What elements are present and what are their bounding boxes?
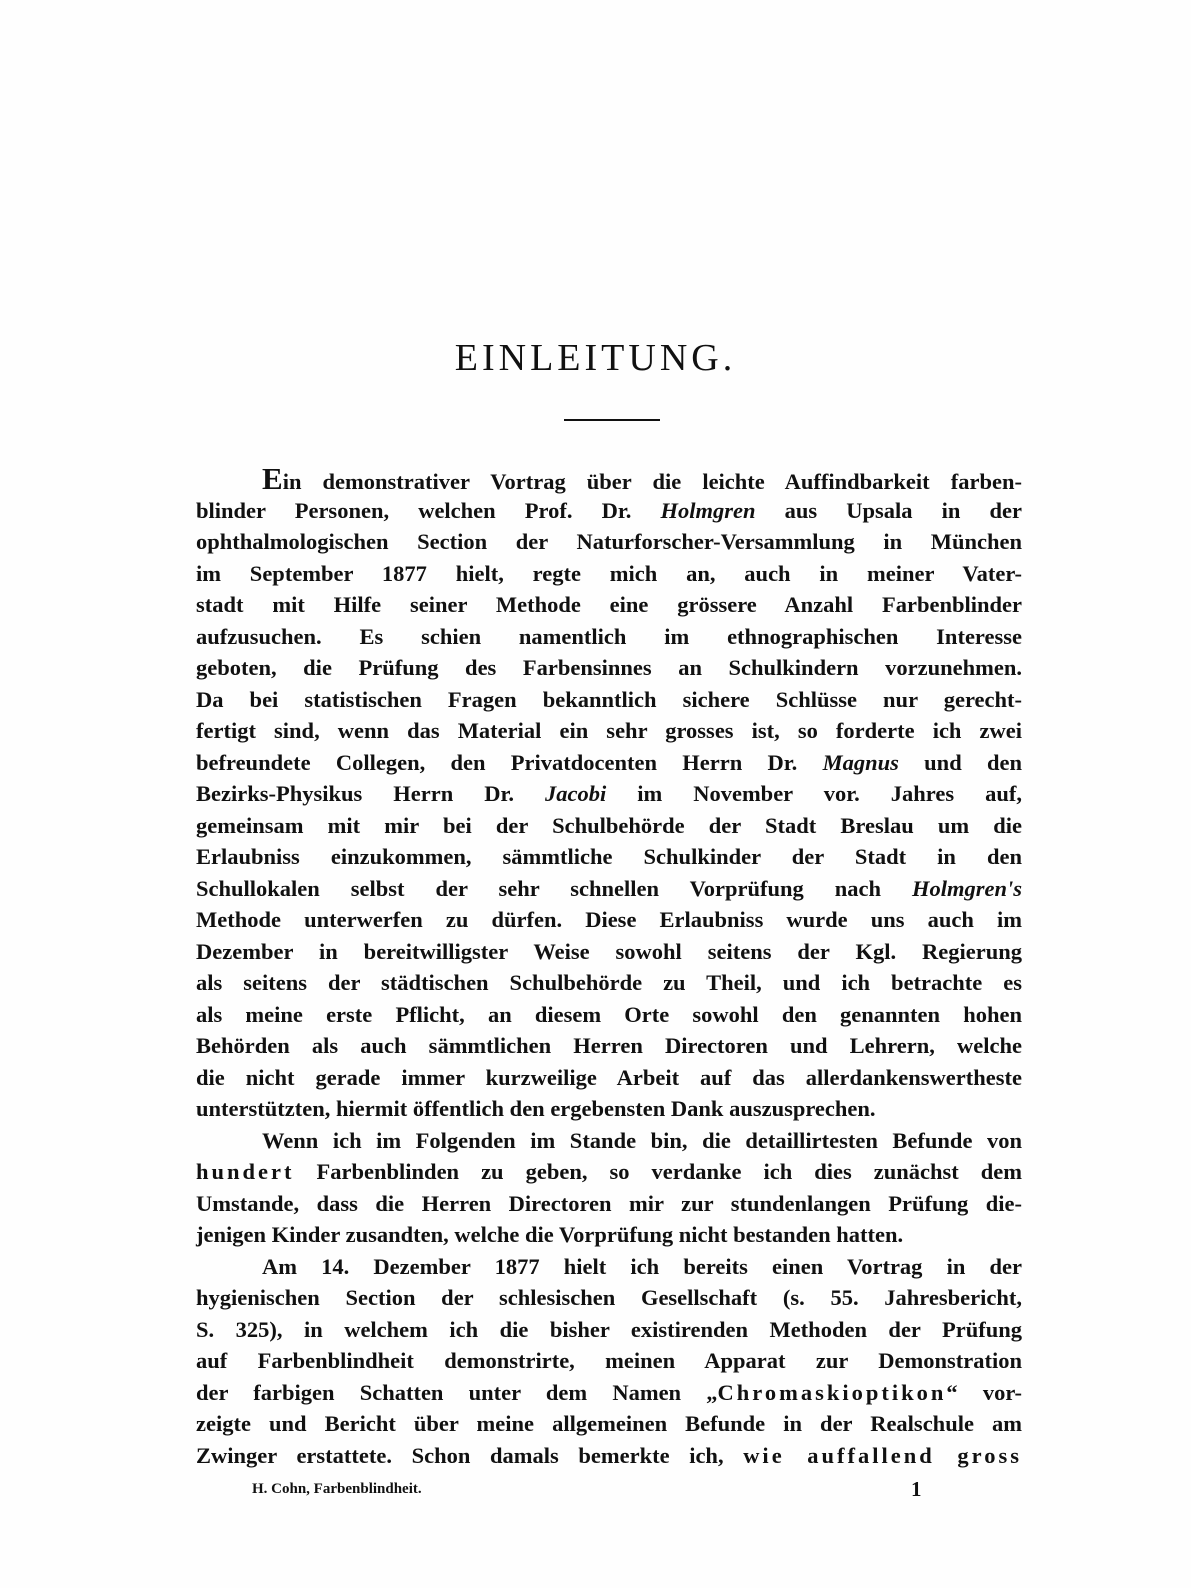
text-segment: blinder Personen, welchen Prof. Dr. [196,497,661,523]
spaced-emphasis: hundert [196,1159,295,1184]
text-line [196,1377,1022,1409]
text-line: Da bei statistischen Fragen bekanntlich sichere Schlüsse nur gerecht- [196,686,1022,712]
text-line: geboten, die Prüfung des Farbensinnes an Schulkindern vorzunehmen. [196,655,1022,680]
spaced-emphasis: wie auffallend gross [743,1442,1023,1468]
text-segment: Farbenblinden zu geben, so verdanke ich dies zunächst dem [294,1159,1022,1184]
text-segment: Schullokalen selbst der sehr schnellen Vorprüfung nach [196,875,912,901]
text-line [196,1156,1022,1188]
person-name: Magnus [822,749,899,775]
text-line: auf Farbenblindheit demonstrirte, meinen Apparat zur Demonstration [196,1348,1022,1373]
text-line: Methode unterwerfen zu dürfen. Diese Erlaubniss wurde uns auch im [196,907,1022,932]
text-line: zeigte und Bericht über meine allgemeinen Befunde in der Realschule am [196,1411,1022,1436]
text-line [196,1440,1022,1472]
text-segment: und den [898,749,1022,775]
text-line: fertigt sind, wenn das Material ein sehr grosses ist, so forderte ich zwei [196,718,1022,743]
text-line: Dezember in bereitwilligster Weise sowohl seitens der Kgl. Regierung [196,938,1022,964]
page-number: 1 [911,1477,922,1501]
text-segment: Bezirks-Physikus Herrn Dr. [196,781,545,806]
running-footer-author: H. Cohn, Farbenblindheit. [252,1481,422,1497]
text-segment: befreundete Collegen, den Privatdocenten Herrn Dr. [196,749,823,775]
text-line: hygienischen Section der schlesischen Gesellschaft (s. 55. Jahresbericht, [196,1285,1022,1310]
text-segment: in demonstrativer Vortrag über die leichte Auffindbarkeit farben- [282,469,1022,494]
text-line: stadt mit Hilfe seiner Methode eine grössere Anzahl Farbenblinder [196,592,1022,617]
heading-rule [564,419,660,421]
text-line: unterstützten, hiermit öffentlich den ergebensten Dank auszusprechen. [196,1096,876,1121]
text-line: als seitens der städtischen Schulbehörde zu Theil, und ich betrachte es [196,970,1022,995]
drop-cap: E [262,461,283,496]
text-line: die nicht gerade immer kurzweilige Arbeit auf das allerdankenswertheste [196,1064,1022,1090]
text-line [196,463,1022,495]
text-line: Behörden als auch sämmtlichen Herren Directoren und Lehrern, welche [196,1033,1022,1058]
person-name: Holmgren's [911,875,1022,901]
person-name: Jacobi [545,781,607,806]
text-line: als meine erste Pflicht, an diesem Orte sowohl den genannten hohen [196,1001,1022,1027]
text-segment: “ vor- [946,1379,1022,1405]
text-line: ophthalmologischen Section der Naturforscher-Versammlung in München [196,529,1022,554]
text-line: im September 1877 hielt, regte mich an, auch in meiner Vater- [196,560,1022,586]
text-line [196,747,1022,779]
text-line: Wenn ich im Folgenden im Stande bin, die detaillirtesten Befunde von [262,1127,1022,1153]
spaced-emphasis: Chromaskioptikon [717,1379,947,1405]
text-segment: aus Upsala in der [755,497,1022,523]
text-line: Umstande, dass die Herren Directoren mir zur stundenlangen Prüfung die- [196,1190,1022,1216]
body-text [196,463,1022,1471]
text-line: jenigen Kinder zusandten, welche die Vorprüfung nicht bestanden hatten. [196,1222,904,1247]
text-line: gemeinsam mit mir bei der Schulbehörde der Stadt Breslau um die [196,812,1022,838]
text-segment: Zwinger erstattete. Schon damals bemerkte ich, [196,1442,744,1468]
person-name: Holmgren [660,497,756,523]
text-line: S. 325), in welchem ich die bisher existirenden Methoden der Prüfung [196,1316,1022,1342]
text-segment: der farbigen Schatten unter dem Namen „ [196,1379,718,1405]
page-footer [252,1477,932,1507]
chapter-heading: EINLEITUNG. [454,337,737,379]
text-line: Am 14. Dezember 1877 hielt ich bereits einen Vortrag in der [262,1253,1022,1279]
text-line [196,778,1022,810]
text-line: Erlaubniss einzukommen, sämmtliche Schulkinder der Stadt in den [196,844,1022,869]
text-line [196,495,1022,527]
text-line [196,873,1022,905]
text-segment: im November vor. Jahres auf, [606,781,1022,806]
text-line: aufzusuchen. Es schien namentlich im ethnographischen Interesse [196,623,1022,649]
